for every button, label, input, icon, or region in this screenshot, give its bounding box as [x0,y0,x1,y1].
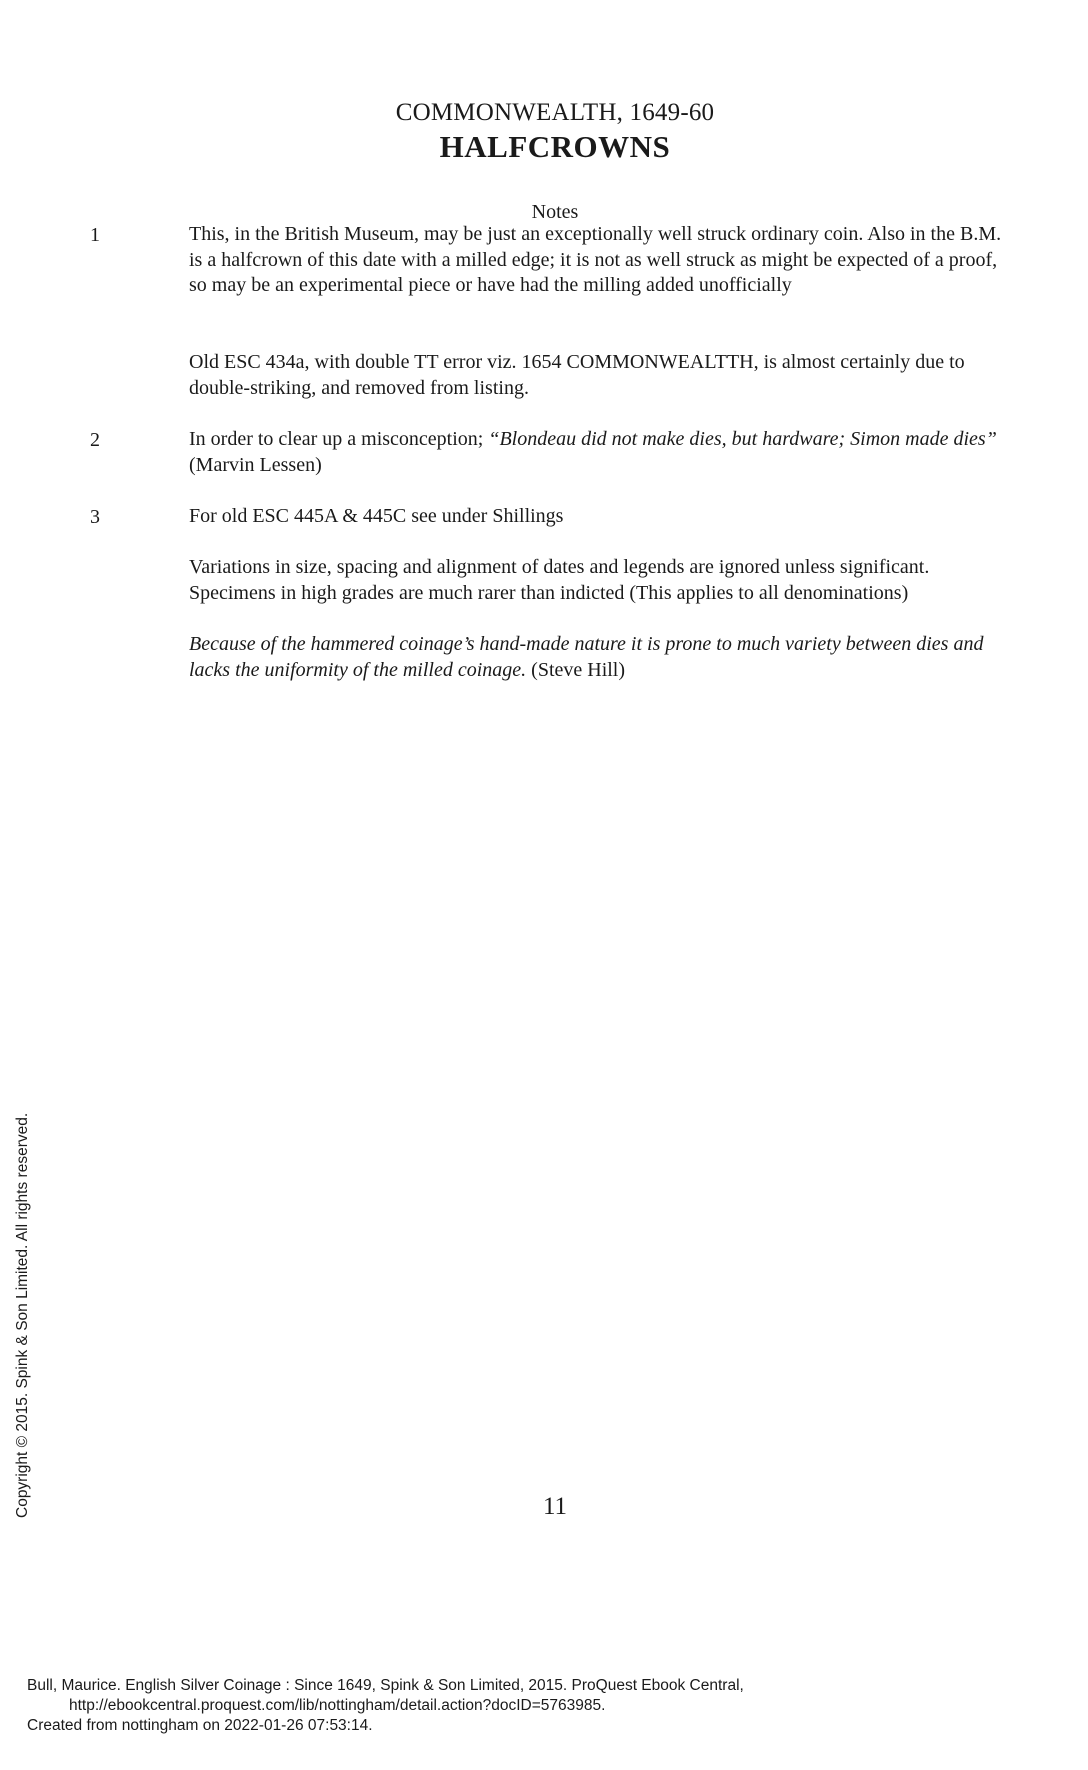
note-3-paragraph-2: Variations in size, spacing and alignment of dates and legends are ignored unless significant. Specimens in high grades are much rarer than indicted (This applies to all denominations) [189,556,930,604]
note-2-quote: “Blondeau did not make dies, but hardware; Simon made dies” [488,428,997,450]
side-copyright-notice: Copyright © 2015. Spink & Son Limited. All rights reserved. [14,1112,31,1518]
note-2-lead: In order to clear up a misconception; [189,428,489,450]
note-3-attribution: (Steve Hill) [526,658,626,681]
citation-line-2: http://ebookcentral.proquest.com/lib/nottingham/detail.action?docID=5763985. [69,1697,606,1714]
notes-heading: Notes [531,201,579,223]
note-3-paragraph-3 [189,632,1019,683]
note-3-paragraph-1: For old ESC 445A & 445C see under Shillings [189,505,564,527]
citation-footer [27,1676,744,1736]
note-number-1: 1 [90,224,100,246]
citation-line-1: Bull, Maurice. English Silver Coinage : Since 1649, Spink & Son Limited, 2015. ProQuest Ebook Central, [27,1677,744,1694]
note-2-paragraph [189,427,1019,478]
page-number: 11 [542,1493,568,1520]
note-3-quote: Because of the hammered coinage’s hand-made nature it is prone to much variety between dies and lacks the uniformity of the milled coinage. [189,633,984,681]
note-2-attribution: (Marvin Lessen) [189,453,322,476]
page-header [0,98,1088,166]
note-1-paragraph-1: This, in the British Museum, may be just an exceptionally well struck ordinary coin. Also in the B.M. is a halfcrown of this date with a milled edge; it is not as well struck as might be expected of a proof, so may be an experimental piece or have had the milling added unofficially [189,223,1002,296]
note-number-3: 3 [90,506,100,528]
page-title: HALFCROWNS [439,129,671,164]
page-subtitle: COMMONWEALTH, 1649-60 [395,99,715,126]
note-number-2: 2 [90,429,100,451]
note-1-paragraph-2: Old ESC 434a, with double TT error viz. 1654 COMMONWEALTTH, is almost certainly due to double-striking, and removed from listing. [189,351,965,399]
citation-line-3: Created from nottingham on 2022-01-26 07:53:14. [27,1717,373,1734]
